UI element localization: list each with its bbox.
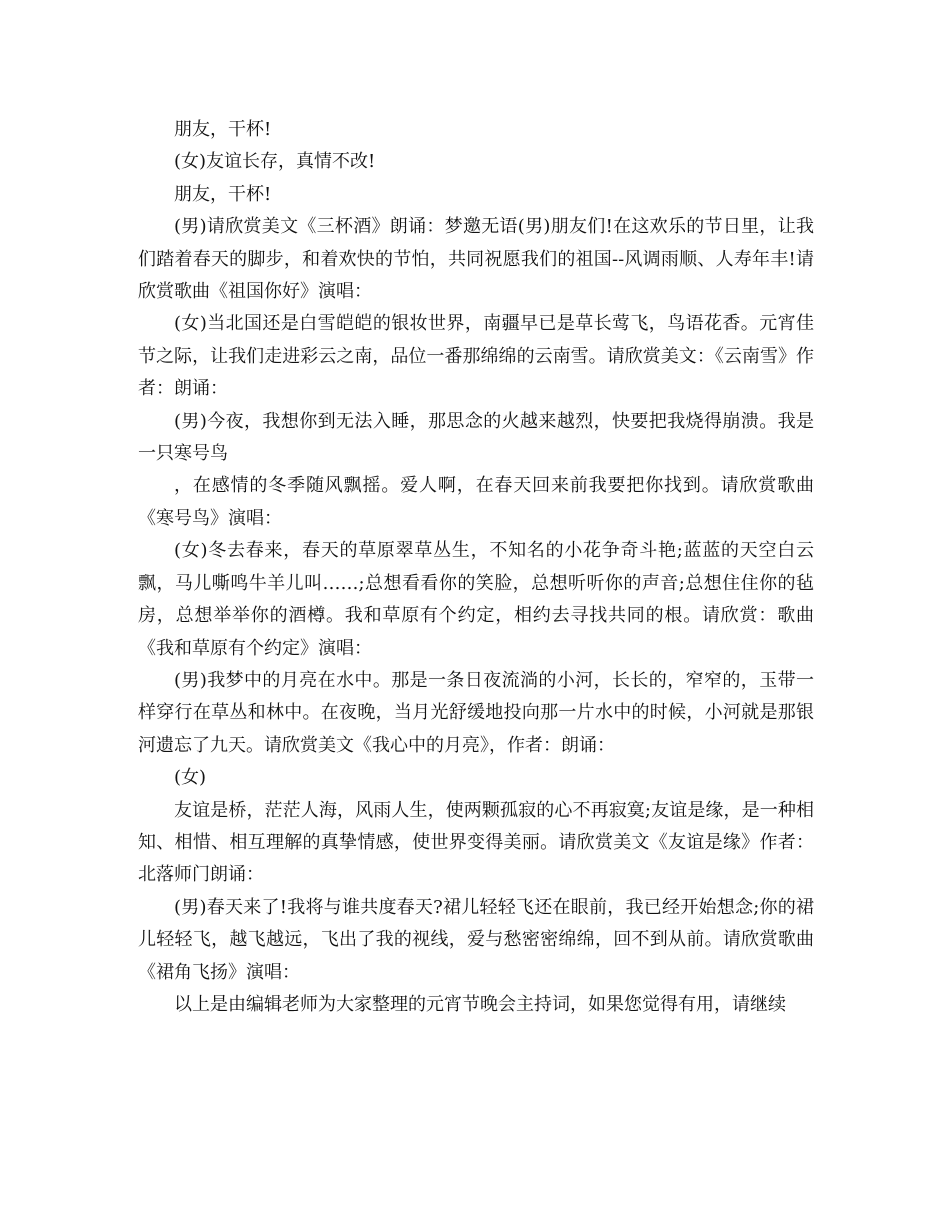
paragraph: 朋友，干杯!	[174, 183, 272, 205]
paragraph: (女)友谊长存，真情不改!	[174, 151, 376, 173]
paragraph: (女)	[174, 767, 207, 789]
paragraph: (男)请欣赏美文《三杯酒》朗诵：梦邀无语(男)朋友们!在这欢乐的节日里，让我们踏着春天的脚步，和着欢快的节怕，共同祝愿我们的祖国--风调雨顺、人寿年丰!请欣赏歌曲《祖国你好》演唱：	[138, 216, 814, 303]
paragraph: 以上是由编辑老师为大家整理的元宵节晚会主持词，如果您觉得有用，请继续	[174, 993, 786, 1015]
paragraph: (女)当北国还是白雪皑皑的银妆世界，南疆早已是草长莺飞，鸟语花香。元宵佳节之际，让我们走进彩云之南，品位一番那绵绵的云南雪。请欣赏美文：《云南雪》作者：朗诵：	[138, 313, 814, 400]
document-body	[138, 114, 814, 1021]
paragraph: (男)今夜，我想你到无法入睡，那思念的火越来越烈，快要把我烧得崩溃。我是一只寒号鸟	[138, 410, 814, 465]
paragraph: ，在感情的冬季随风飘摇。爱人啊，在春天回来前我要把你找到。请欣赏歌曲《寒号鸟》演唱：	[138, 475, 814, 529]
paragraph: 朋友，干杯!	[174, 119, 272, 140]
paragraph: (男)春天来了!我将与谁共度春天?裙儿轻轻飞还在眼前，我已经开始想念;你的裙儿轻轻飞，越飞越远，飞出了我的视线，爱与愁密密绵绵，回不到从前。请欣赏歌曲《裙角飞扬》演唱：	[138, 896, 814, 983]
paragraph: (女)冬去春来，春天的草原翠草丛生，不知名的小花争奇斗艳;蓝蓝的天空白云飘，马儿嘶鸣牛羊儿叫……;总想看看你的笑脸，总想听听你的声音;总想住住你的毡房，总想举举你的酒樽。我和草原有个约定，相约去寻找共同的根。请欣赏：歌曲《我和草原有个约定》演唱：	[138, 540, 814, 659]
paragraph: 友谊是桥，茫茫人海，风雨人生，使两颗孤寂的心不再寂寞;友谊是缘，是一种相知、相惜、相互理解的真挚情感，使世界变得美丽。请欣赏美文《友谊是缘》作者：北落师门朗诵：	[138, 799, 814, 886]
paragraph: (男)我梦中的月亮在水中。那是一条日夜流淌的小河，长长的，窄窄的，玉带一样穿行在草丛和林中。在夜晚，当月光舒缓地投向那一片水中的时候，小河就是那银河遗忘了九天。请欣赏美文《我心中的月亮》，作者：朗诵：	[138, 669, 814, 756]
